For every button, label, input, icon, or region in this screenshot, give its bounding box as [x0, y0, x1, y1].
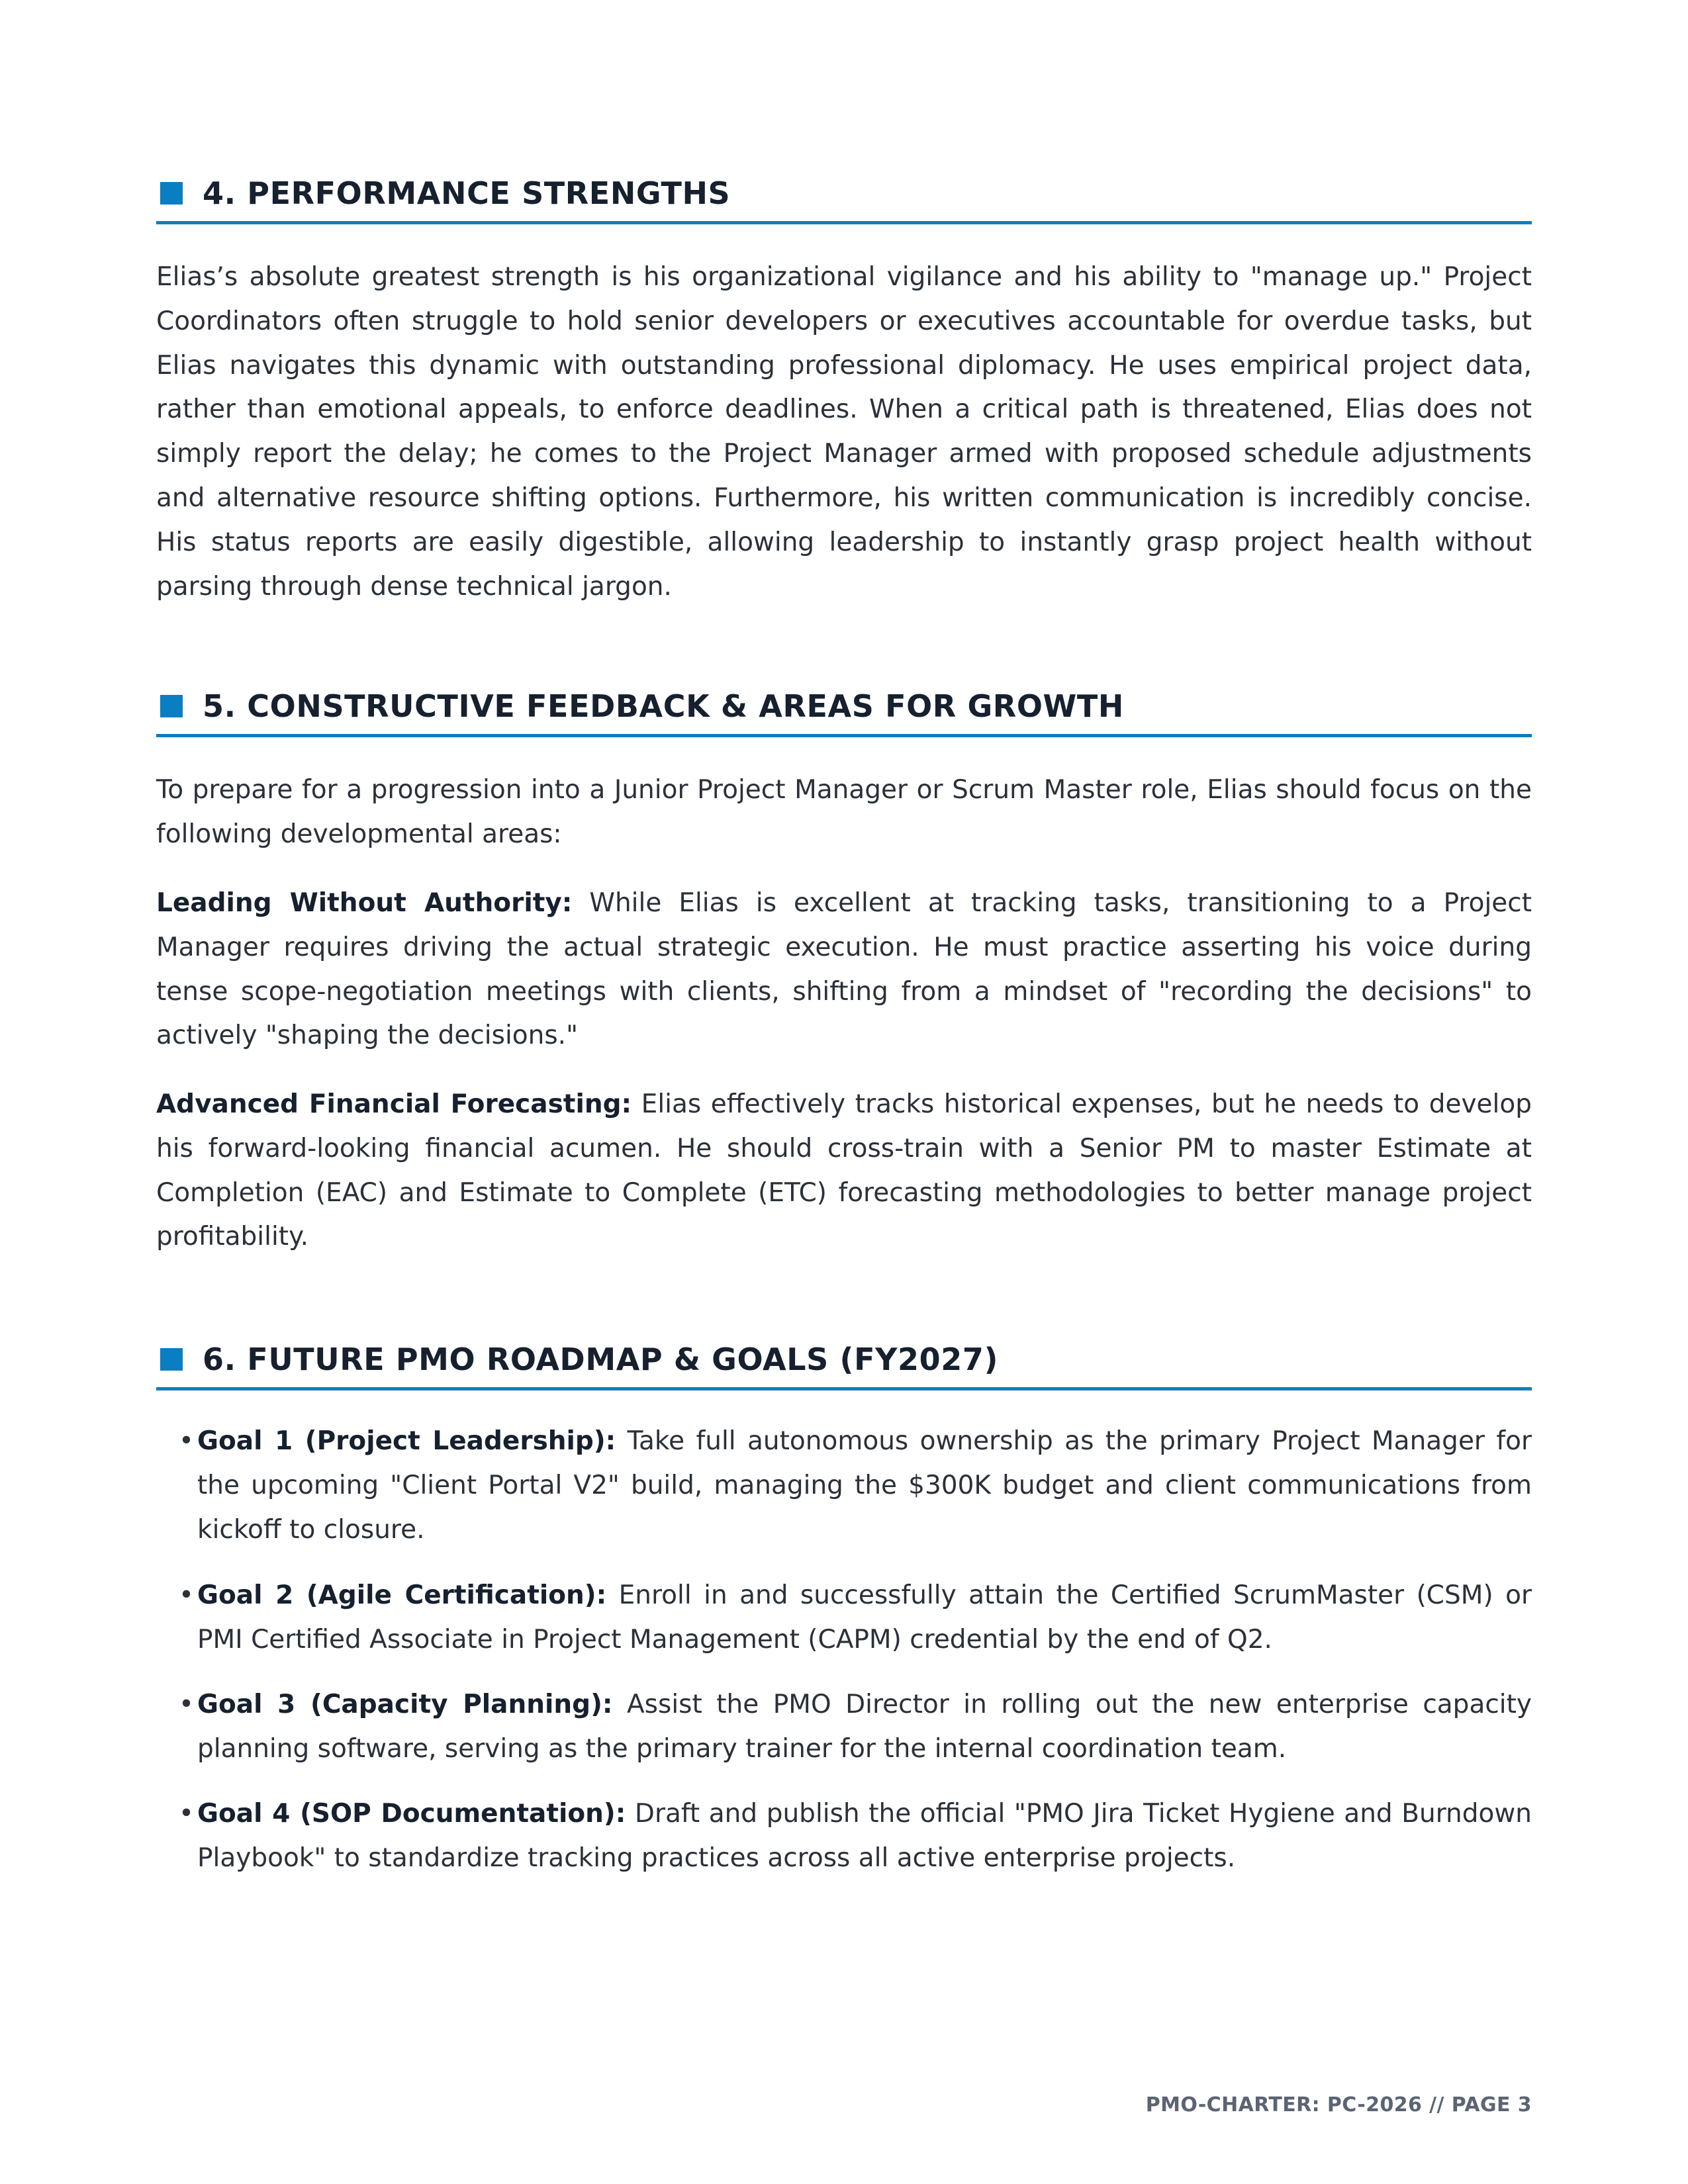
goal-list-item [156, 1574, 1532, 1662]
section-heading-performance-strengths [156, 165, 1532, 224]
section-title: 4. PERFORMANCE STRENGTHS [203, 175, 731, 211]
feedback-item-label: Advanced Financial Forecasting: [156, 1089, 632, 1119]
goal-description: Draft and publish the official "PMO Jira Ticket Hygiene and Burndown Playbook" to standardize tracking practices across all active enterprise projects. [197, 1799, 1532, 1873]
feedback-item-label: Leading Without Authority: [156, 888, 573, 918]
section-marker-icon [160, 1348, 183, 1371]
feedback-item [156, 1083, 1532, 1259]
section-heading-future-roadmap [156, 1332, 1532, 1390]
goal-list-item [156, 1792, 1532, 1881]
goal-label: Goal 4 (SOP Documentation): [197, 1799, 626, 1829]
page-footer: PMO-CHARTER: PC-2026 // PAGE 3 [1145, 2093, 1532, 2116]
feedback-intro: To prepare for a progression into a Junior Project Manager or Scrum Master role, Elias should focus on the following developmental areas: [156, 775, 1532, 849]
feedback-item-text: While Elias is excellent at tracking tasks, transitioning to a Project Manager requires driving the actual strategic execution. He must practice asserting his voice during tense scope-negotiation meetings with clients, shifting from a mindset of "recording the decisions" to actively "shaping the decisions." [156, 888, 1532, 1051]
goal-label: Goal 3 (Capacity Planning): [197, 1690, 613, 1719]
goal-description: Enroll in and successfully attain the Certified ScrumMaster (CSM) or PMI Certified Associate in Project Management (CAPM) credential by the end of Q2. [197, 1580, 1532, 1655]
goal-text [197, 1792, 1532, 1881]
goal-list-item [156, 1420, 1532, 1552]
goal-list-item [156, 1683, 1532, 1772]
section-heading-constructive-feedback [156, 678, 1532, 737]
goal-description: Take full autonomous ownership as the primary Project Manager for the upcoming "Client Portal V2" build, managing the $300K budget and client communications from kickoff to closure. [197, 1426, 1532, 1545]
goal-text [197, 1683, 1532, 1772]
bullet-icon: • [179, 1426, 195, 1456]
feedback-item-text: Elias effectively tracks historical expenses, but he needs to develop his forward-looking financial acumen. He should cross-train with a Senior PM to master Estimate at Completion (EAC) and Estimate to Complete (ETC) forecasting methodologies to better manage project profitability. [156, 1089, 1532, 1252]
bullet-icon: • [179, 1580, 195, 1610]
goal-text [197, 1574, 1532, 1662]
goal-text [197, 1420, 1532, 1552]
goal-label: Goal 1 (Project Leadership): [197, 1426, 616, 1456]
section-title: 5. CONSTRUCTIVE FEEDBACK & AREAS FOR GROWTH [203, 688, 1124, 724]
section-marker-icon [160, 182, 183, 205]
goal-label: Goal 2 (Agile Certification): [197, 1580, 607, 1610]
bullet-icon: • [179, 1799, 195, 1829]
strengths-paragraph: Elias’s absolute greatest strength is his organizational vigilance and his ability to "manage up." Project Coordinators often struggle to hold senior developers or executives accountable for overdue tasks, but Elias navigates this dynamic with outstanding professional diplomacy. He uses empirical project data, rather than emotional appeals, to enforce deadlines. When a critical path is threatened, Elias does not simply report the delay; he comes to the Project Manager armed with proposed schedule adjustments and alternative resource shifting options. Furthermore, his written communication is incredibly concise. His status reports are easily digestible, allowing leadership to instantly grasp project health without parsing through dense technical jargon. [156, 262, 1532, 602]
section-title: 6. FUTURE PMO ROADMAP & GOALS (FY2027) [203, 1342, 999, 1377]
goal-description: Assist the PMO Director in rolling out the new enterprise capacity planning software, serving as the primary trainer for the internal coordination team. [197, 1690, 1532, 1764]
feedback-item [156, 882, 1532, 1058]
section-marker-icon [160, 695, 183, 717]
bullet-icon: • [179, 1690, 195, 1719]
